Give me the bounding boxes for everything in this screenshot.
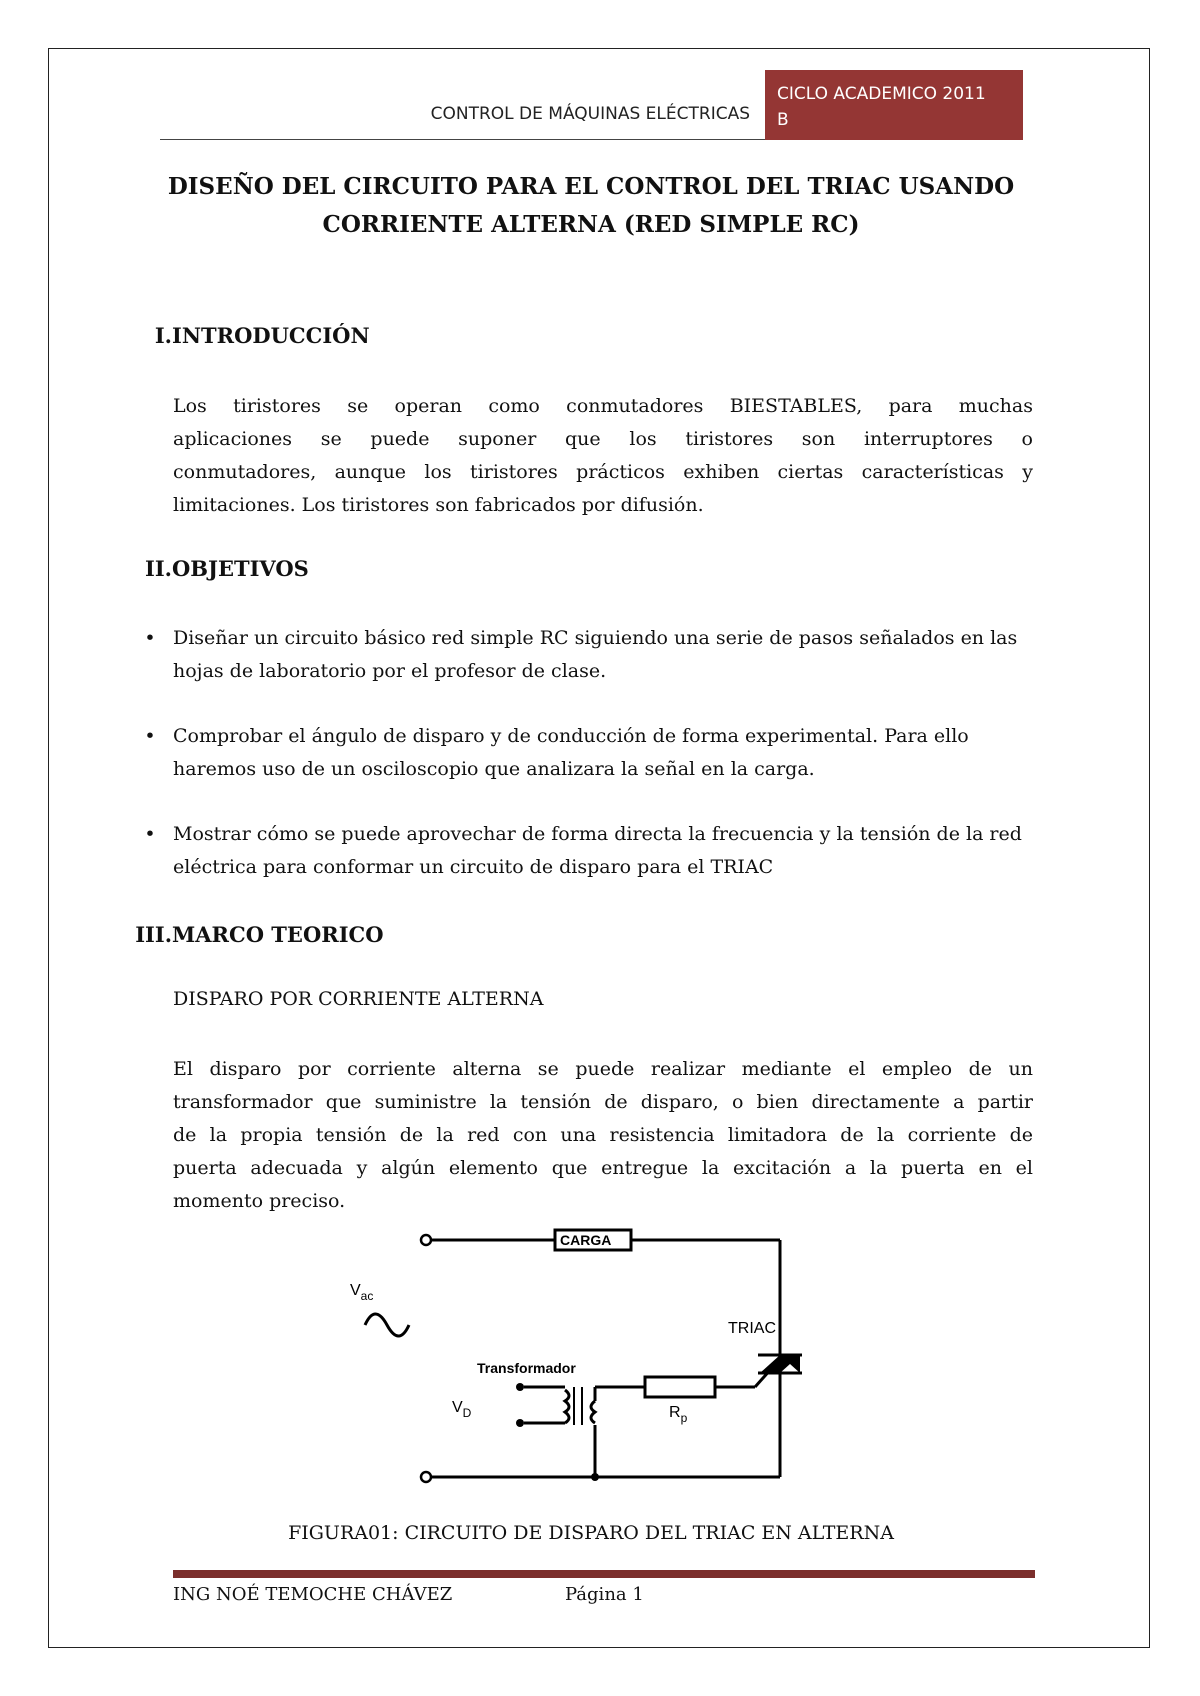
triac-circuit-diagram [350, 1225, 830, 1500]
section-number: II. [145, 556, 172, 581]
header-course: CONTROL DE MÁQUINAS ELÉCTRICAS [430, 104, 750, 124]
title-line2: CORRIENTE ALTERNA (RED SIMPLE RC) [322, 211, 860, 238]
paragraph-line: momento preciso. [173, 1190, 346, 1212]
secondary-coil [591, 1401, 595, 1423]
paragraph-line: transformador que suministre la tensión de disparo, o bien directamente a partir [173, 1091, 1033, 1113]
terminal-vd-top [516, 1383, 524, 1391]
footer-author: ING NOÉ TEMOCHE CHÁVEZ [173, 1584, 453, 1605]
bullet-icon: • [144, 823, 156, 845]
section-intro-heading [120, 323, 1020, 348]
theory-subheading: DISPARO POR CORRIENTE ALTERNA [173, 988, 544, 1010]
paragraph-line: limitaciones. Los tiristores son fabricados por difusión. [173, 494, 704, 516]
terminal-bottom [421, 1472, 431, 1482]
paragraph-line: de la propia tensión de la red con una resistencia limitadora de la corriente de [173, 1124, 1033, 1146]
triac-symbol [758, 1355, 802, 1373]
bullet-icon: • [144, 627, 156, 649]
terminal-top [421, 1235, 431, 1245]
section-title: OBJETIVOS [172, 556, 309, 581]
paragraph-line: aplicaciones se puede suponer que los tiristores son interruptores o [173, 428, 1033, 450]
theory-paragraph [173, 1053, 1033, 1218]
section-number: I. [154, 323, 172, 348]
triac-label: TRIAC [728, 1320, 776, 1337]
junction-dot [591, 1473, 599, 1481]
footer-bar [173, 1570, 1035, 1578]
objective-text: Mostrar cómo se puede aprovechar de forma directa la frecuencia y la tensión de la red eléctrica para conformar un circuito de disparo para el TRIAC [173, 823, 1022, 878]
figure-caption: FIGURA01: CIRCUITO DE DISPARO DEL TRIAC EN ALTERNA [288, 1522, 894, 1544]
title-line1: DISEÑO DEL CIRCUITO PARA EL CONTROL DEL TRIAC USANDO [167, 173, 1015, 200]
rp-label: $R_p$ [669, 1404, 688, 1425]
paragraph-line: puerta adecuada y algún elemento que entregue la excitación a la puerta en el [173, 1157, 1033, 1179]
vac-label: $V_{ac}$ [350, 1282, 374, 1303]
section-title: MARCO TEORICO [172, 922, 384, 947]
intro-paragraph [173, 390, 1033, 522]
objective-text: Diseñar un circuito básico red simple RC siguiendo una serie de pasos señalados en las hojas de laboratorio por el profesor de clase. [173, 627, 1018, 682]
paragraph-line: Los tiristores se operan como conmutadores BIESTABLES, para muchas [173, 395, 1033, 417]
primary-coil [565, 1390, 569, 1423]
objective-text: Comprobar el ángulo de disparo y de conducción de forma experimental. Para ello haremos uso de un osciloscopio que analizara la señal en la carga. [173, 725, 969, 780]
document-title [160, 168, 1022, 244]
resistor-rp [645, 1377, 715, 1397]
header-cycle-box [765, 70, 1023, 140]
transformer-label: Transformador [477, 1360, 576, 1376]
header-cycle-line2: B [777, 110, 789, 130]
paragraph-line: conmutadores, aunque los tiristores prácticos exhiben ciertas características y [173, 461, 1033, 483]
load-label: CARGA [560, 1232, 612, 1248]
vd-label: $V_D$ [452, 1399, 472, 1420]
bullet-icon: • [144, 725, 156, 747]
paragraph-line: El disparo por corriente alterna se puede realizar mediante el empleo de un [173, 1058, 1033, 1080]
section-theory-heading [120, 922, 1020, 947]
section-objectives-heading [120, 556, 1020, 581]
section-title: INTRODUCCIÓN [172, 323, 370, 348]
header-cycle-line1: CICLO ACADEMICO 2011 [777, 84, 986, 104]
ac-source-icon [365, 1314, 409, 1336]
footer-page-number: Página 1 [565, 1584, 644, 1605]
section-number: III. [135, 922, 172, 947]
terminal-vd-bottom [516, 1419, 524, 1427]
